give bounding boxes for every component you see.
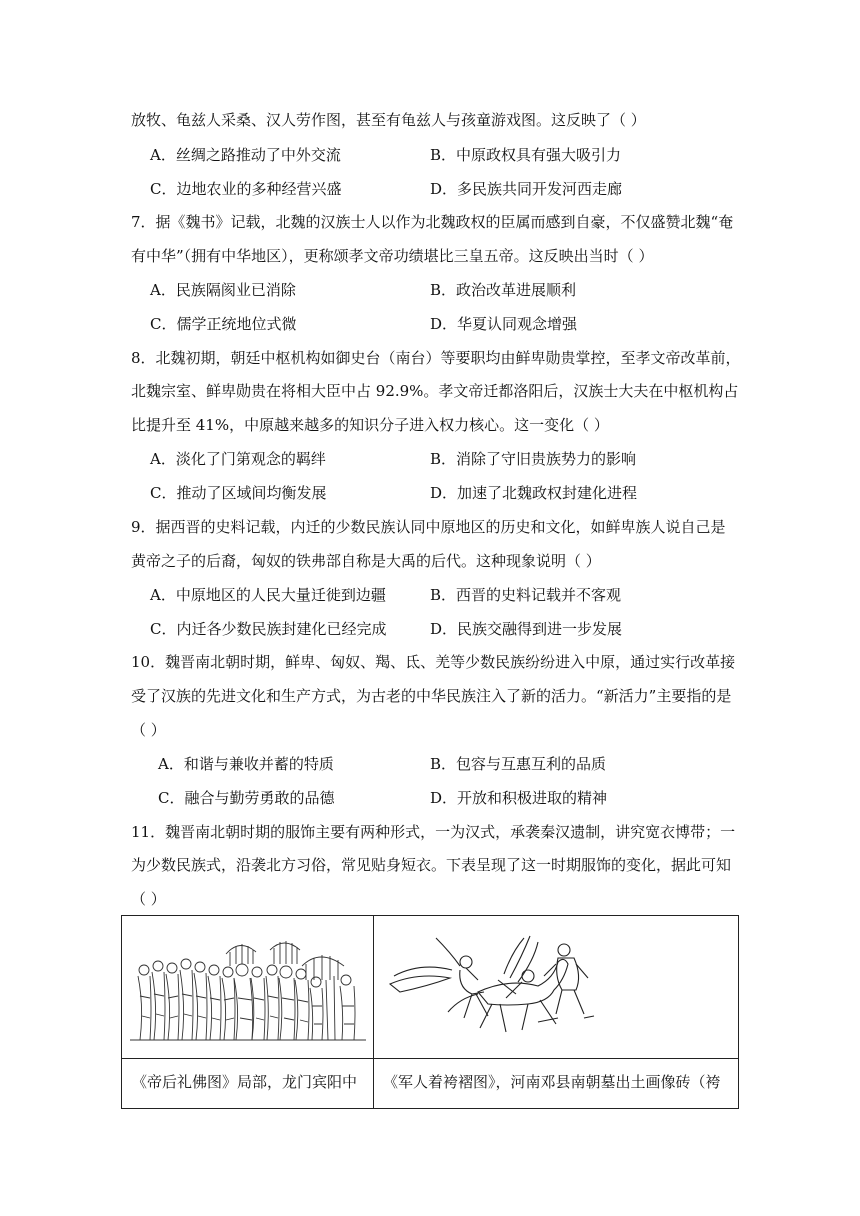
q8-option-d: D．加速了北魏政权封建化进程 (430, 484, 638, 502)
q8-option-a: A．淡化了门第观念的羁绊 (150, 450, 326, 468)
q7-option-c: C．儒学正统地位式微 (150, 315, 297, 333)
q11-stem-line-1: 11．魏晋南北朝时期的服饰主要有两种形式，一为汉式，承袭秦汉遗制，讲究宽衣博带；一 (131, 823, 736, 841)
table-caption-left: 《帝后礼佛图》局部，龙门宾阳中 (132, 1073, 358, 1091)
q10-option-a: A．和谐与兼收并蓄的特质 (158, 755, 334, 773)
table-divider-vertical (373, 916, 374, 1108)
q8-stem-line-2: 北魏宗室、鲜卑勋贵在将相大臣中占 92.9%。孝文帝迁都洛阳后，汉族士大夫在中枢机构占 (131, 382, 739, 400)
q10-stem-line-2: 受了汉族的先进文化和生产方式，为古老的中华民族注入了新的活力。“新活力”主要指的是 (131, 687, 732, 705)
q7-option-b: B．政治改革进展顺利 (430, 281, 577, 299)
q8-stem-line-3: 比提升至 41%，中原越来越多的知识分子进入权力核心。这一变化（ ） (131, 416, 609, 434)
q8-stem-line-1: 8．北魏初期，朝廷中枢机构如御史台（南台）等要职均由鲜卑勋贵掌控，至孝文帝改革前， (131, 349, 741, 367)
q9-option-c: C．内迁各少数民族封建化已经完成 (150, 620, 387, 638)
q6-option-a: A．丝绸之路推动了中外交流 (150, 146, 341, 164)
q10-option-b: B．包容与互惠互利的品质 (430, 755, 607, 773)
q9-stem-line-2: 黄帝之子的后裔，匈奴的铁弗部自称是大禹的后代。这种现象说明（ ） (131, 552, 601, 570)
q8-option-b: B．消除了守旧贵族势力的影响 (430, 450, 637, 468)
q9-stem-line-1: 9．据西晋的史料记载，内迁的少数民族认同中原地区的历史和文化，如鲜卑族人说自己是 (131, 518, 726, 536)
q9-option-d: D．民族交融得到进一步发展 (430, 620, 623, 638)
q7-stem-line-1: 7．据《魏书》记载，北魏的汉族士人以作为北魏政权的臣属而感到自豪，不仅盛赞北魏“奄 (131, 213, 734, 231)
q6-option-d: D．多民族共同开发河西走廊 (430, 180, 623, 198)
emperor-procession-illustration (130, 936, 366, 1042)
q6-option-b: B．中原政权具有强大吸引力 (430, 146, 622, 164)
q10-option-d: D．开放和积极进取的精神 (430, 789, 608, 807)
table-divider-horizontal (122, 1058, 738, 1059)
q6-option-c: C．边地农业的多种经营兴盛 (150, 180, 342, 198)
q9-option-a: A．中原地区的人民大量迁徙到边疆 (150, 586, 386, 604)
q7-option-d: D．华夏认同观念增强 (430, 315, 578, 333)
q11-stem-line-3: （ ） (131, 890, 166, 908)
q7-stem-line-2: 有中华”（拥有中华地区），更称颂孝文帝功绩堪比三皇五帝。这反映出当时（ ） (131, 247, 654, 265)
q6-stem: 放牧、龟兹人采桑、汉人劳作图，甚至有龟兹人与孩童游戏图。这反映了（ ） (131, 111, 646, 129)
q7-option-a: A．民族隔阂业已消除 (150, 281, 296, 299)
table-caption-right: 《军人着袴褶图》，河南邓县南朝墓出土画像砖（袴 (383, 1073, 721, 1091)
q10-option-c: C．融合与勤劳勇敢的品德 (158, 789, 335, 807)
q8-option-c: C．推动了区域间均衡发展 (150, 484, 327, 502)
q10-stem-line-3: （ ） (131, 721, 166, 739)
q11-stem-line-2: 为少数民族式，沿袭北方习俗，常见贴身短衣。下表呈现了这一时期服饰的变化，据此可知 (131, 856, 732, 874)
q10-stem-line-1: 10．魏晋南北朝时期，鲜卑、匈奴、羯、氐、羌等少数民族纷纷进入中原，通过实行改革接 (131, 653, 736, 671)
soldiers-horse-illustration (388, 932, 598, 1044)
q11-table (121, 915, 739, 1109)
q9-option-b: B．西晋的史料记载并不客观 (430, 586, 622, 604)
